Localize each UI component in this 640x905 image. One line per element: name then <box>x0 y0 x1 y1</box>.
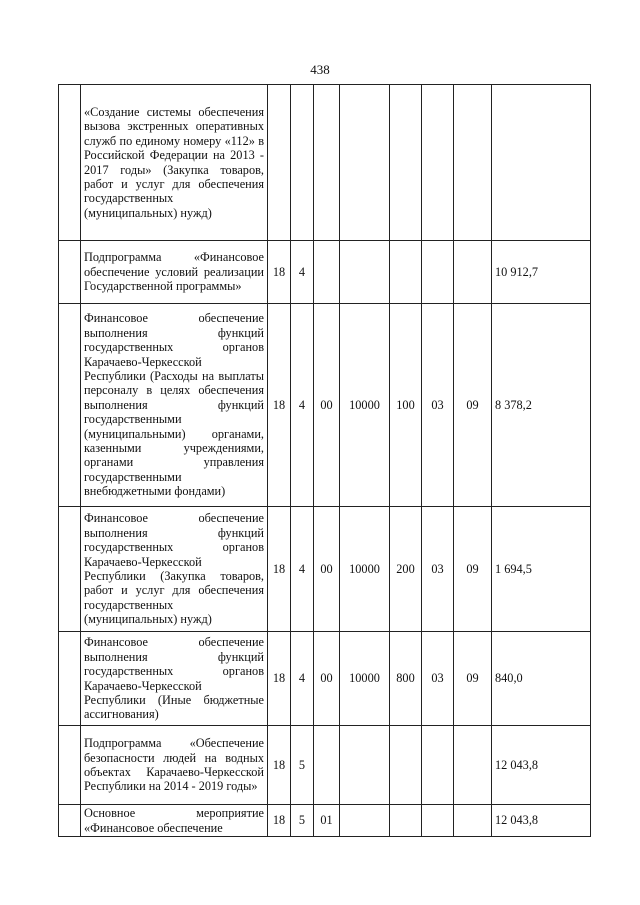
code-cell: 18 <box>268 507 291 632</box>
code-cell: 09 <box>454 507 492 632</box>
amount-cell: 8 378,2 <box>492 304 591 507</box>
row-number-cell <box>59 507 81 632</box>
code-cell: 200 <box>390 507 422 632</box>
code-cell <box>390 241 422 304</box>
table-row <box>59 241 591 304</box>
code-cell <box>454 805 492 837</box>
code-cell <box>291 85 314 241</box>
code-cell <box>422 726 454 805</box>
table-row <box>59 304 591 507</box>
code-cell: 4 <box>291 241 314 304</box>
table-row <box>59 85 591 241</box>
code-cell <box>422 805 454 837</box>
code-cell: 18 <box>268 805 291 837</box>
code-cell <box>390 805 422 837</box>
code-cell <box>454 726 492 805</box>
code-cell: 00 <box>314 304 340 507</box>
code-cell <box>422 241 454 304</box>
code-cell: 100 <box>390 304 422 507</box>
code-cell: 18 <box>268 726 291 805</box>
amount-cell: 12 043,8 <box>492 805 591 837</box>
code-cell: 03 <box>422 304 454 507</box>
code-cell: 10000 <box>340 304 390 507</box>
amount-cell: 10 912,7 <box>492 241 591 304</box>
code-cell: 18 <box>268 304 291 507</box>
code-cell: 10000 <box>340 632 390 726</box>
table-row <box>59 632 591 726</box>
code-cell: 00 <box>314 507 340 632</box>
row-number-cell <box>59 805 81 837</box>
row-number-cell <box>59 304 81 507</box>
row-number-cell <box>59 726 81 805</box>
row-number-cell <box>59 241 81 304</box>
code-cell: 01 <box>314 805 340 837</box>
code-cell: 4 <box>291 632 314 726</box>
code-cell: 03 <box>422 507 454 632</box>
code-cell: 03 <box>422 632 454 726</box>
code-cell: 5 <box>291 805 314 837</box>
code-cell <box>390 85 422 241</box>
code-cell: 4 <box>291 304 314 507</box>
code-cell <box>422 85 454 241</box>
code-cell: 10000 <box>340 507 390 632</box>
code-cell: 800 <box>390 632 422 726</box>
code-cell <box>340 85 390 241</box>
code-cell: 18 <box>268 241 291 304</box>
code-cell <box>314 726 340 805</box>
code-cell: 18 <box>268 632 291 726</box>
amount-cell: 1 694,5 <box>492 507 591 632</box>
code-cell <box>454 85 492 241</box>
code-cell: 09 <box>454 632 492 726</box>
description-cell: Финансовое обеспечение выполнения функций государственных органов Карачаево-Черкесской Республики (Закупка товаров, работ и услуг для обеспечения государственных (муниципальных) нужд) <box>81 507 268 632</box>
code-cell: 5 <box>291 726 314 805</box>
code-cell <box>314 85 340 241</box>
table-row <box>59 726 591 805</box>
code-cell: 00 <box>314 632 340 726</box>
code-cell <box>268 85 291 241</box>
code-cell <box>314 241 340 304</box>
code-cell <box>340 805 390 837</box>
description-cell: Подпрограмма «Обеспечение безопасности людей на водных объектах Карачаево-Черкесской Республики на 2014 - 2019 годы» <box>81 726 268 805</box>
code-cell <box>454 241 492 304</box>
amount-cell: 12 043,8 <box>492 726 591 805</box>
description-cell: «Создание системы обеспечения вызова экстренных оперативных служб по единому номеру «112» в Российской Федерации на 2013 - 2017 годы» (Закупка товаров, работ и услуг для обеспечения государственных (муниципальных) нужд) <box>81 85 268 241</box>
description-cell: Финансовое обеспечение выполнения функций государственных органов Карачаево-Черкесской Республики (Иные бюджетные ассигнования) <box>81 632 268 726</box>
description-cell: Основное мероприятие «Финансовое обеспечение <box>81 805 268 837</box>
description-cell: Финансовое обеспечение выполнения функций государственных органов Карачаево-Черкесской Республики (Расходы на выплаты персоналу в целях обеспечения выполнения функций государственными (муниципальными) органами, казенными учреждениями, органами управления государственными внебюджетными фондами) <box>81 304 268 507</box>
description-cell: Подпрограмма «Финансовое обеспечение условий реализации Государственной программы» <box>81 241 268 304</box>
row-number-cell <box>59 632 81 726</box>
amount-cell: 840,0 <box>492 632 591 726</box>
table-row <box>59 805 591 837</box>
table-row <box>59 507 591 632</box>
page-number: 438 <box>310 62 330 77</box>
amount-cell <box>492 85 591 241</box>
code-cell <box>340 726 390 805</box>
budget-table <box>58 84 591 837</box>
code-cell: 09 <box>454 304 492 507</box>
code-cell: 4 <box>291 507 314 632</box>
row-number-cell <box>59 85 81 241</box>
code-cell <box>390 726 422 805</box>
code-cell <box>340 241 390 304</box>
